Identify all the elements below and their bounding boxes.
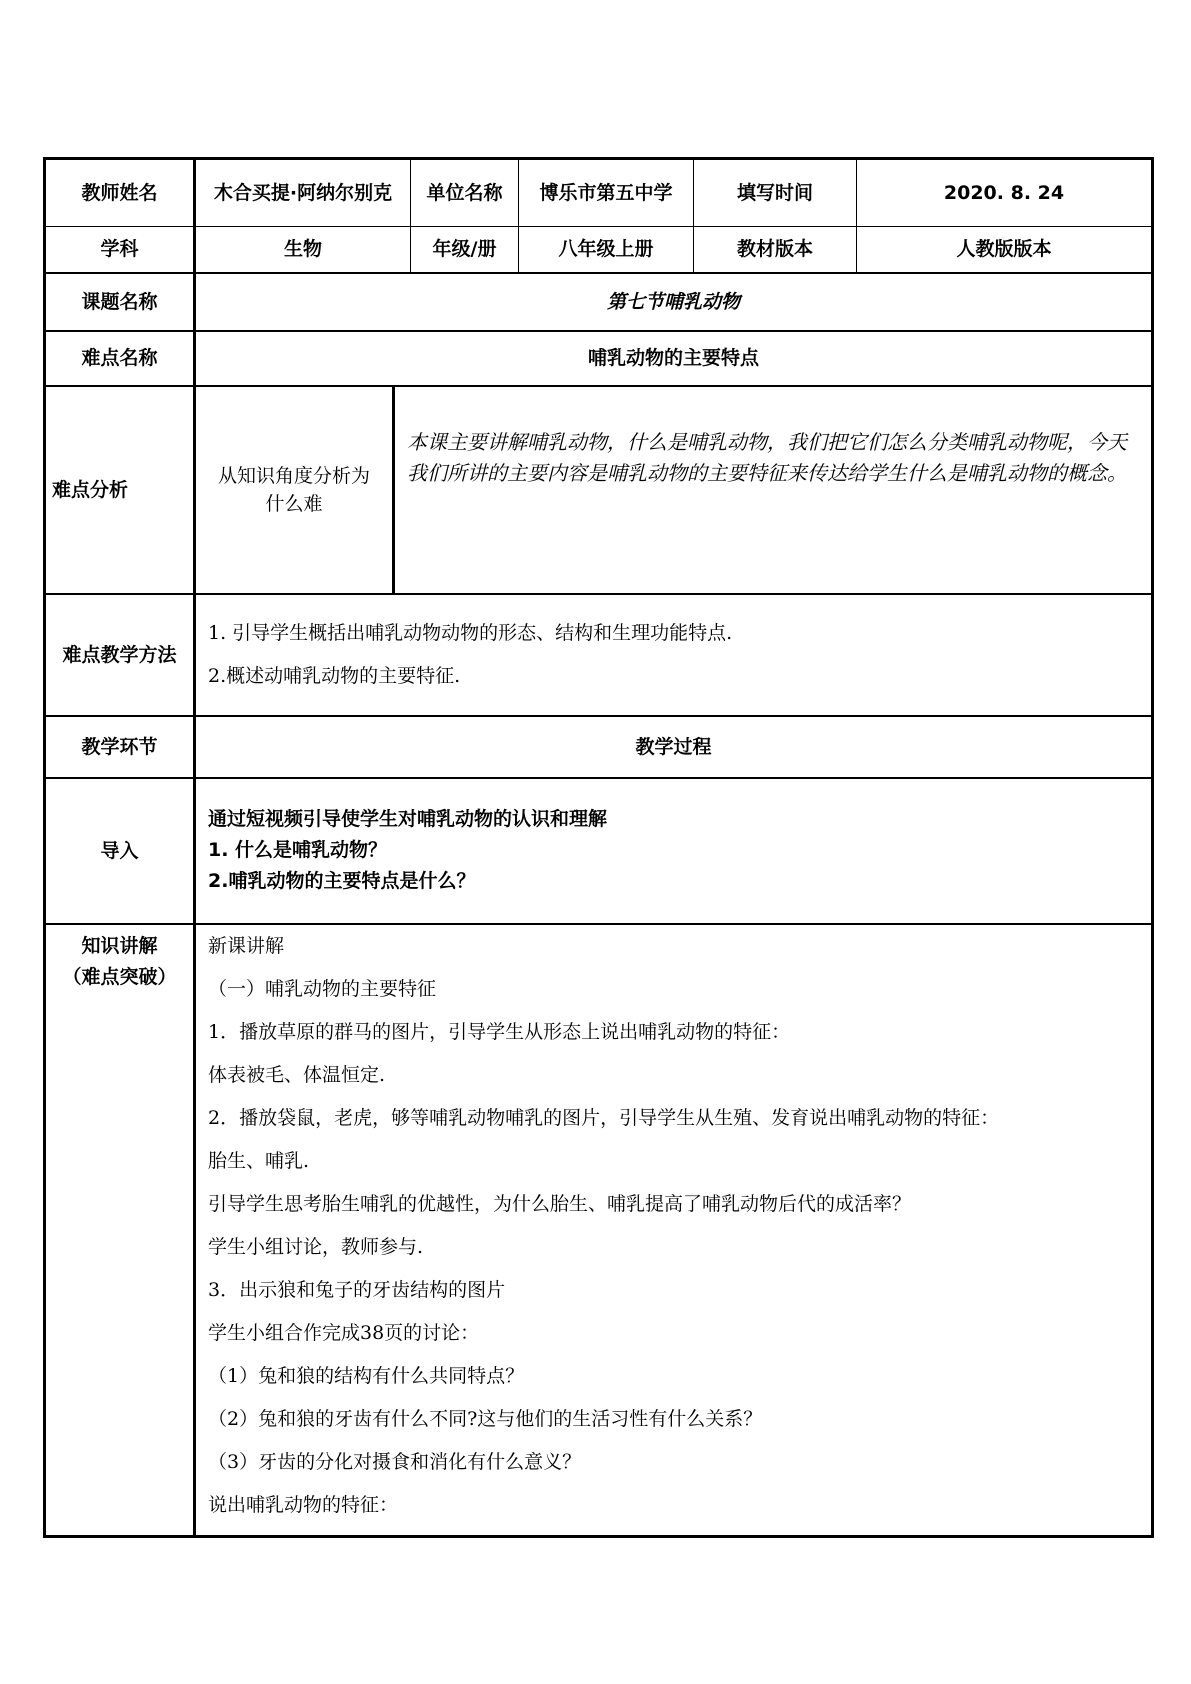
intro-cell xyxy=(195,778,1153,924)
method-cell xyxy=(195,594,1153,716)
edition-value: 人教版版本 xyxy=(857,227,1153,273)
knowledge-line: 体表被毛、体温恒定. xyxy=(208,1063,386,1086)
unit-name-label: 单位名称 xyxy=(411,159,519,227)
knowledge-line: 说出哺乳动物的特征： xyxy=(208,1493,399,1516)
knowledge-cell xyxy=(195,924,1153,1537)
lesson-plan-table xyxy=(43,157,1154,1538)
method-label: 难点教学方法 xyxy=(45,594,195,716)
subject-value: 生物 xyxy=(195,227,411,273)
knowledge-line: 学生小组讨论，教师参与. xyxy=(208,1235,424,1258)
process-value: 教学过程 xyxy=(195,716,1153,778)
grade-label: 年级/册 xyxy=(411,227,519,273)
knowledge-line: （3）牙齿的分化对摄食和消化有什么意义？ xyxy=(208,1450,582,1473)
knowledge-line: （一）哺乳动物的主要特征 xyxy=(208,977,437,1000)
difficulty-value: 哺乳动物的主要特点 xyxy=(195,331,1153,386)
knowledge-line: 2．播放袋鼠，老虎，够等哺乳动物哺乳的图片，引导学生从生殖、发育说出哺乳动物的特征： xyxy=(208,1106,1000,1129)
analysis-label: 难点分析 xyxy=(45,386,195,594)
knowledge-line: 学生小组合作完成38页的讨论： xyxy=(208,1321,480,1344)
topic-label: 课题名称 xyxy=(45,273,195,331)
knowledge-line: 1．播放草原的群马的图片，引导学生从形态上说出哺乳动物的特征： xyxy=(208,1020,791,1043)
knowledge-label-line-1: 知识讲解 xyxy=(81,934,158,957)
method-item-2: 2.概述动哺乳动物的主要特征. xyxy=(208,664,461,687)
grade-value: 八年级上册 xyxy=(519,227,694,273)
edition-label: 教材版本 xyxy=(694,227,857,273)
intro-label: 导入 xyxy=(45,778,195,924)
knowledge-line: 引导学生思考胎生哺乳的优越性，为什么胎生、哺乳提高了哺乳动物后代的成活率？ xyxy=(208,1192,912,1215)
topic-value: 第七节哺乳动物 xyxy=(195,273,1153,331)
subject-label: 学科 xyxy=(45,227,195,273)
intro-line-3: 2.哺乳动物的主要特点是什么？ xyxy=(208,870,476,892)
knowledge-line: 新课讲解 xyxy=(208,934,285,957)
fill-date-label: 填写时间 xyxy=(694,159,857,227)
teacher-name-label: 教师姓名 xyxy=(45,159,195,227)
knowledge-label-line-2: （难点突破） xyxy=(62,965,177,988)
analysis-text: 本课主要讲解哺乳动物，什么是哺乳动物，我们把它们怎么分类哺乳动物呢，今天我们所讲的主要内容是哺乳动物的主要特征来传达给学生什么是哺乳动物的概念。 xyxy=(407,429,1127,485)
knowledge-line: （1）兔和狼的结构有什么共同特点？ xyxy=(208,1364,525,1387)
knowledge-line: 3．出示狼和兔子的牙齿结构的图片 xyxy=(208,1278,506,1301)
process-label: 教学环节 xyxy=(45,716,195,778)
fill-date-value: 2020. 8. 24 xyxy=(857,159,1153,227)
intro-line-2: 1. 什么是哺乳动物？ xyxy=(208,839,388,861)
difficulty-label: 难点名称 xyxy=(45,331,195,386)
unit-name-value: 博乐市第五中学 xyxy=(519,159,694,227)
knowledge-label xyxy=(45,924,195,1537)
analysis-sub-label: 从知识角度分析为什么难 xyxy=(195,386,394,594)
method-item-1: 1. 引导学生概括出哺乳动物动物的形态、结构和生理功能特点. xyxy=(208,621,733,644)
intro-line-1: 通过短视频引导使学生对哺乳动物的认识和理解 xyxy=(208,808,608,830)
knowledge-line: （2）兔和狼的牙齿有什么不同?这与他们的生活习性有什么关系？ xyxy=(208,1407,763,1430)
knowledge-line: 胎生、哺乳. xyxy=(208,1149,310,1172)
analysis-cell xyxy=(394,386,1153,594)
teacher-name-value: 木合买提·阿纳尔别克 xyxy=(195,159,411,227)
